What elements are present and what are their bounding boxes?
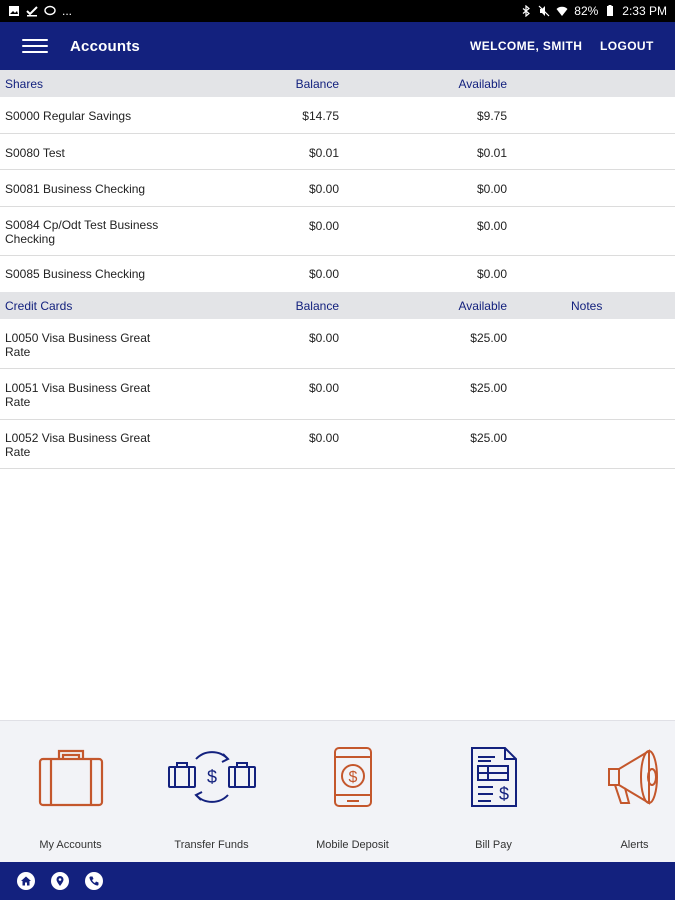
mobile-deposit-icon bbox=[332, 745, 374, 809]
account-row[interactable] bbox=[0, 134, 675, 170]
status-bar-notifications bbox=[8, 4, 72, 18]
nav-my-accounts[interactable] bbox=[0, 721, 141, 863]
nav-label: My Accounts bbox=[39, 839, 102, 851]
svg-text:$: $ bbox=[206, 767, 217, 787]
account-balance: $0.01 bbox=[308, 146, 339, 160]
credit-card-available: $25.00 bbox=[470, 431, 507, 445]
megaphone-icon bbox=[605, 745, 665, 809]
message-icon bbox=[44, 5, 56, 17]
account-name: S0085 Business Checking bbox=[5, 267, 146, 281]
credit-card-name: L0051 Visa Business Great Rate bbox=[5, 381, 151, 409]
shares-column-name: Shares bbox=[5, 76, 44, 91]
briefcase-icon bbox=[37, 745, 105, 809]
account-available: $0.00 bbox=[476, 267, 507, 281]
account-available: $0.00 bbox=[476, 182, 507, 196]
nav-label: Mobile Deposit bbox=[316, 839, 389, 851]
location-icon[interactable] bbox=[51, 872, 69, 890]
credit-card-name: L0050 Visa Business Great Rate bbox=[5, 331, 151, 359]
nav-transfer-funds[interactable] bbox=[141, 721, 282, 863]
credit-card-balance: $0.00 bbox=[308, 381, 339, 395]
credit-card-available: $25.00 bbox=[470, 381, 507, 395]
credit-card-row[interactable] bbox=[0, 420, 675, 469]
shares-column-available: Available bbox=[458, 76, 507, 91]
credit-card-name: L0052 Visa Business Great Rate bbox=[5, 431, 151, 459]
wifi-icon bbox=[556, 5, 568, 17]
svg-text:$: $ bbox=[348, 769, 357, 786]
gallery-icon bbox=[8, 5, 20, 17]
mute-icon bbox=[538, 5, 550, 17]
credit-card-row[interactable] bbox=[0, 369, 675, 420]
account-row[interactable] bbox=[0, 97, 675, 134]
account-balance: $14.75 bbox=[302, 109, 339, 123]
nav-label: Alerts bbox=[620, 839, 649, 851]
credit-cards-header bbox=[0, 292, 675, 319]
nav-label: Transfer Funds bbox=[174, 839, 249, 851]
shares-column-balance: Balance bbox=[295, 76, 339, 91]
quick-actions-bar bbox=[0, 720, 675, 862]
checklist-icon bbox=[26, 5, 38, 17]
account-row[interactable] bbox=[0, 256, 675, 292]
credit-card-row[interactable] bbox=[0, 319, 675, 369]
account-name: S0000 Regular Savings bbox=[5, 109, 132, 123]
status-bar bbox=[0, 0, 675, 22]
clock: 2:33 PM bbox=[622, 4, 667, 18]
nav-mobile-deposit[interactable] bbox=[282, 721, 423, 863]
nav-alerts[interactable] bbox=[564, 721, 675, 863]
account-balance: $0.00 bbox=[308, 219, 339, 233]
credit-cards-column-available: Available bbox=[458, 298, 507, 313]
credit-card-available: $25.00 bbox=[470, 331, 507, 345]
bill-icon bbox=[469, 745, 519, 809]
bluetooth-icon bbox=[520, 5, 532, 17]
home-icon[interactable] bbox=[17, 872, 35, 890]
more-notifications-icon: ... bbox=[62, 4, 73, 18]
account-name: S0080 Test bbox=[5, 146, 65, 160]
footer-bar bbox=[0, 862, 675, 900]
status-bar-system bbox=[520, 4, 667, 18]
account-row[interactable] bbox=[0, 207, 675, 256]
page-title: Accounts bbox=[70, 37, 140, 55]
svg-text:$: $ bbox=[498, 784, 509, 804]
account-balance: $0.00 bbox=[308, 182, 339, 196]
app-bar bbox=[0, 22, 675, 70]
credit-cards-column-notes: Notes bbox=[571, 298, 603, 313]
credit-card-balance: $0.00 bbox=[308, 331, 339, 345]
logout-button[interactable]: LOGOUT bbox=[600, 39, 654, 53]
accounts-list bbox=[0, 70, 675, 469]
account-available: $0.01 bbox=[476, 146, 507, 160]
welcome-text: WELCOME, SMITH bbox=[470, 39, 583, 53]
hamburger-menu-icon[interactable] bbox=[22, 36, 48, 56]
credit-cards-column-balance: Balance bbox=[295, 298, 339, 313]
account-available: $9.75 bbox=[476, 109, 507, 123]
battery-icon bbox=[604, 5, 616, 17]
shares-header bbox=[0, 70, 675, 97]
account-name: S0081 Business Checking bbox=[5, 182, 146, 196]
transfer-icon bbox=[166, 745, 258, 809]
credit-cards-column-name: Credit Cards bbox=[5, 298, 73, 313]
account-available: $0.00 bbox=[476, 219, 507, 233]
account-name: S0084 Cp/Odt Test Business Checking bbox=[5, 218, 159, 246]
account-row[interactable] bbox=[0, 170, 675, 207]
account-balance: $0.00 bbox=[308, 267, 339, 281]
nav-label: Bill Pay bbox=[475, 839, 512, 851]
credit-card-balance: $0.00 bbox=[308, 431, 339, 445]
battery-percent: 82% bbox=[574, 4, 599, 18]
nav-bill-pay[interactable] bbox=[423, 721, 564, 863]
phone-icon[interactable] bbox=[85, 872, 103, 890]
